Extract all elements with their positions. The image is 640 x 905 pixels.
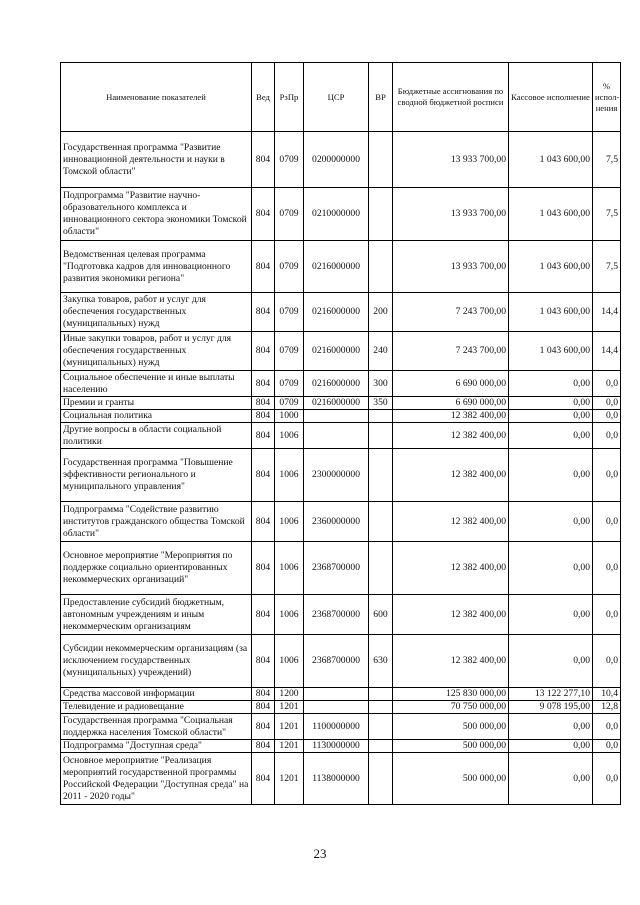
cell-cash: 9 078 195,00 — [509, 701, 593, 714]
cell-rzpr: 1000 — [275, 410, 304, 423]
cell-cash: 0,00 — [509, 595, 593, 635]
cell-budget: 125 830 000,00 — [393, 688, 509, 701]
cell-vr: 240 — [369, 332, 393, 371]
table-row — [61, 542, 621, 595]
cell-rzpr: 1201 — [275, 753, 304, 805]
table-row — [61, 753, 621, 805]
cell-csr: 0216000000 — [304, 397, 369, 410]
cell-rzpr: 1006 — [275, 502, 304, 542]
cell-pct: 0,0 — [593, 635, 621, 688]
cell-vr — [369, 753, 393, 805]
cell-name: Закупка товаров, работ и услуг для обеспечения государственных (муниципальных) нужд — [61, 293, 252, 332]
cell-rzpr: 0709 — [275, 332, 304, 371]
table-row — [61, 635, 621, 688]
cell-csr: 0216000000 — [304, 293, 369, 332]
cell-vr — [369, 132, 393, 188]
cell-name: Государственная программа "Социальная поддержка населения Томской области" — [61, 714, 252, 740]
cell-budget: 6 690 000,00 — [393, 371, 509, 397]
cell-cash: 0,00 — [509, 423, 593, 449]
cell-budget: 12 382 400,00 — [393, 449, 509, 502]
cell-vr — [369, 410, 393, 423]
cell-pct: 7,5 — [593, 241, 621, 293]
table-header-row — [61, 63, 621, 132]
cell-pct: 0,0 — [593, 714, 621, 740]
cell-rzpr: 1200 — [275, 688, 304, 701]
cell-ved: 804 — [252, 449, 275, 502]
cell-pct: 0,0 — [593, 449, 621, 502]
cell-pct: 10,4 — [593, 688, 621, 701]
table-row — [61, 449, 621, 502]
cell-ved: 804 — [252, 188, 275, 241]
cell-name: Телевидение и радиовещание — [61, 701, 252, 714]
cell-rzpr: 1201 — [275, 714, 304, 740]
cell-budget: 13 933 700,00 — [393, 188, 509, 241]
cell-cash: 1 043 600,00 — [509, 241, 593, 293]
table-row — [61, 332, 621, 371]
cell-cash: 0,00 — [509, 371, 593, 397]
cell-cash: 13 122 277,10 — [509, 688, 593, 701]
cell-budget: 7 243 700,00 — [393, 332, 509, 371]
cell-budget: 12 382 400,00 — [393, 595, 509, 635]
cell-name: Государственная программа "Развитие инновационной деятельности и науки в Томской области" — [61, 132, 252, 188]
cell-budget: 500 000,00 — [393, 714, 509, 740]
cell-csr — [304, 688, 369, 701]
cell-cash: 0,00 — [509, 502, 593, 542]
cell-csr: 0200000000 — [304, 132, 369, 188]
cell-name: Предоставление субсидий бюджетным, автономным учреждениям и иным некоммерческим организациям — [61, 595, 252, 635]
cell-vr: 200 — [369, 293, 393, 332]
cell-rzpr: 1006 — [275, 635, 304, 688]
cell-rzpr: 1201 — [275, 701, 304, 714]
cell-vr — [369, 241, 393, 293]
page-number: 23 — [313, 846, 327, 861]
cell-budget: 13 933 700,00 — [393, 132, 509, 188]
cell-name: Подпрограмма "Развитие научно-образовательного комплекса и инновационного сектора экономики Томской области" — [61, 188, 252, 241]
table-row — [61, 188, 621, 241]
cell-cash: 1 043 600,00 — [509, 332, 593, 371]
cell-ved: 804 — [252, 714, 275, 740]
cell-vr — [369, 740, 393, 753]
cell-csr: 1130000000 — [304, 740, 369, 753]
cell-name: Государственная программа "Повышение эффективности регионального и муниципального управления" — [61, 449, 252, 502]
table-row — [61, 241, 621, 293]
cell-csr: 0210000000 — [304, 188, 369, 241]
header-rzpr: РзПр — [275, 63, 304, 132]
cell-rzpr: 0709 — [275, 188, 304, 241]
cell-cash: 0,00 — [509, 449, 593, 502]
cell-rzpr: 0709 — [275, 241, 304, 293]
budget-table — [60, 62, 621, 805]
cell-name: Средства массовой информации — [61, 688, 252, 701]
table-row — [61, 397, 621, 410]
cell-pct: 0,0 — [593, 740, 621, 753]
cell-name: Социальная политика — [61, 410, 252, 423]
table-row — [61, 701, 621, 714]
cell-cash: 0,00 — [509, 714, 593, 740]
table-row — [61, 740, 621, 753]
cell-rzpr: 1006 — [275, 542, 304, 595]
cell-name: Ведомственная целевая программа "Подготовка кадров для инновационного развития экономики региона" — [61, 241, 252, 293]
table-row — [61, 132, 621, 188]
cell-csr: 0216000000 — [304, 241, 369, 293]
cell-csr: 0216000000 — [304, 332, 369, 371]
cell-vr: 630 — [369, 635, 393, 688]
cell-budget: 7 243 700,00 — [393, 293, 509, 332]
header-cash: Кассовое исполнение — [509, 63, 593, 132]
cell-cash: 0,00 — [509, 753, 593, 805]
cell-rzpr: 1006 — [275, 423, 304, 449]
cell-budget: 13 933 700,00 — [393, 241, 509, 293]
cell-rzpr: 0709 — [275, 293, 304, 332]
cell-ved: 804 — [252, 701, 275, 714]
cell-ved: 804 — [252, 410, 275, 423]
cell-name: Основное мероприятие "Реализация мероприятий государственной программы Российской Федерации "Доступная среда" на 2011 - 2020 годы" — [61, 753, 252, 805]
cell-vr — [369, 714, 393, 740]
cell-cash: 1 043 600,00 — [509, 293, 593, 332]
cell-vr — [369, 688, 393, 701]
cell-cash: 0,00 — [509, 397, 593, 410]
cell-ved: 804 — [252, 397, 275, 410]
cell-vr: 600 — [369, 595, 393, 635]
cell-pct: 0,0 — [593, 371, 621, 397]
cell-ved: 804 — [252, 332, 275, 371]
cell-vr — [369, 188, 393, 241]
header-ved: Вед — [252, 63, 275, 132]
cell-budget: 12 382 400,00 — [393, 502, 509, 542]
cell-pct: 0,0 — [593, 753, 621, 805]
cell-budget: 6 690 000,00 — [393, 397, 509, 410]
cell-csr: 2300000000 — [304, 449, 369, 502]
table-row — [61, 502, 621, 542]
cell-rzpr: 1006 — [275, 595, 304, 635]
cell-vr — [369, 701, 393, 714]
cell-vr: 350 — [369, 397, 393, 410]
cell-name: Социальное обеспечение и иные выплаты населению — [61, 371, 252, 397]
cell-csr: 1138000000 — [304, 753, 369, 805]
cell-csr: 2368700000 — [304, 542, 369, 595]
cell-budget: 12 382 400,00 — [393, 635, 509, 688]
cell-budget: 12 382 400,00 — [393, 423, 509, 449]
cell-cash: 0,00 — [509, 542, 593, 595]
cell-pct: 0,0 — [593, 423, 621, 449]
cell-vr: 300 — [369, 371, 393, 397]
cell-rzpr: 0709 — [275, 397, 304, 410]
cell-csr — [304, 410, 369, 423]
cell-ved: 804 — [252, 502, 275, 542]
cell-pct: 14,4 — [593, 293, 621, 332]
cell-name: Иные закупки товаров, работ и услуг для обеспечения государственных (муниципальных) нужд — [61, 332, 252, 371]
cell-vr — [369, 423, 393, 449]
table-row — [61, 423, 621, 449]
cell-pct: 7,5 — [593, 188, 621, 241]
cell-pct: 7,5 — [593, 132, 621, 188]
cell-name: Подпрограмма "Доступная среда" — [61, 740, 252, 753]
cell-vr — [369, 449, 393, 502]
cell-ved: 804 — [252, 132, 275, 188]
cell-vr — [369, 502, 393, 542]
cell-csr: 0216000000 — [304, 371, 369, 397]
table-row — [61, 688, 621, 701]
cell-name: Субсидии некоммерческим организациям (за исключением государственных (муниципальных) учреждений) — [61, 635, 252, 688]
cell-budget: 12 382 400,00 — [393, 410, 509, 423]
cell-cash: 1 043 600,00 — [509, 188, 593, 241]
cell-rzpr: 1006 — [275, 449, 304, 502]
cell-vr — [369, 542, 393, 595]
cell-rzpr: 1201 — [275, 740, 304, 753]
header-pct: % испол- нения — [593, 63, 621, 132]
table-row — [61, 410, 621, 423]
cell-cash: 1 043 600,00 — [509, 132, 593, 188]
cell-ved: 804 — [252, 740, 275, 753]
cell-csr: 2368700000 — [304, 635, 369, 688]
cell-budget: 500 000,00 — [393, 753, 509, 805]
cell-rzpr: 0709 — [275, 371, 304, 397]
cell-csr: 1100000000 — [304, 714, 369, 740]
table-row — [61, 371, 621, 397]
table-row — [61, 293, 621, 332]
cell-pct: 0,0 — [593, 595, 621, 635]
table-row — [61, 714, 621, 740]
cell-csr: 2360000000 — [304, 502, 369, 542]
cell-ved: 804 — [252, 241, 275, 293]
cell-ved: 804 — [252, 753, 275, 805]
cell-pct: 0,0 — [593, 502, 621, 542]
cell-ved: 804 — [252, 595, 275, 635]
cell-name: Основное мероприятие "Мероприятия по поддержке социально ориентированных некоммерческих организаций" — [61, 542, 252, 595]
header-budget: Бюджетные ассигнования по сводной бюджетной росписи — [393, 63, 509, 132]
cell-ved: 804 — [252, 371, 275, 397]
header-name: Наименование показателей — [61, 63, 252, 132]
cell-budget: 12 382 400,00 — [393, 542, 509, 595]
cell-pct: 14,4 — [593, 332, 621, 371]
cell-cash: 0,00 — [509, 635, 593, 688]
cell-csr — [304, 423, 369, 449]
cell-pct: 12,8 — [593, 701, 621, 714]
header-csr: ЦСР — [304, 63, 369, 132]
cell-pct: 0,0 — [593, 397, 621, 410]
cell-ved: 804 — [252, 293, 275, 332]
cell-ved: 804 — [252, 688, 275, 701]
header-vr: ВР — [369, 63, 393, 132]
cell-ved: 804 — [252, 542, 275, 595]
cell-budget: 70 750 000,00 — [393, 701, 509, 714]
cell-csr — [304, 701, 369, 714]
cell-pct: 0,0 — [593, 542, 621, 595]
cell-budget: 500 000,00 — [393, 740, 509, 753]
cell-name: Подпрограмма "Содействие развитию институтов гражданского общества Томской области" — [61, 502, 252, 542]
table-body — [61, 132, 621, 805]
cell-name: Премии и гранты — [61, 397, 252, 410]
cell-cash: 0,00 — [509, 410, 593, 423]
table-row — [61, 595, 621, 635]
cell-rzpr: 0709 — [275, 132, 304, 188]
cell-ved: 804 — [252, 423, 275, 449]
cell-name: Другие вопросы в области социальной политики — [61, 423, 252, 449]
cell-csr: 2368700000 — [304, 595, 369, 635]
cell-pct: 0,0 — [593, 410, 621, 423]
cell-ved: 804 — [252, 635, 275, 688]
cell-cash: 0,00 — [509, 740, 593, 753]
